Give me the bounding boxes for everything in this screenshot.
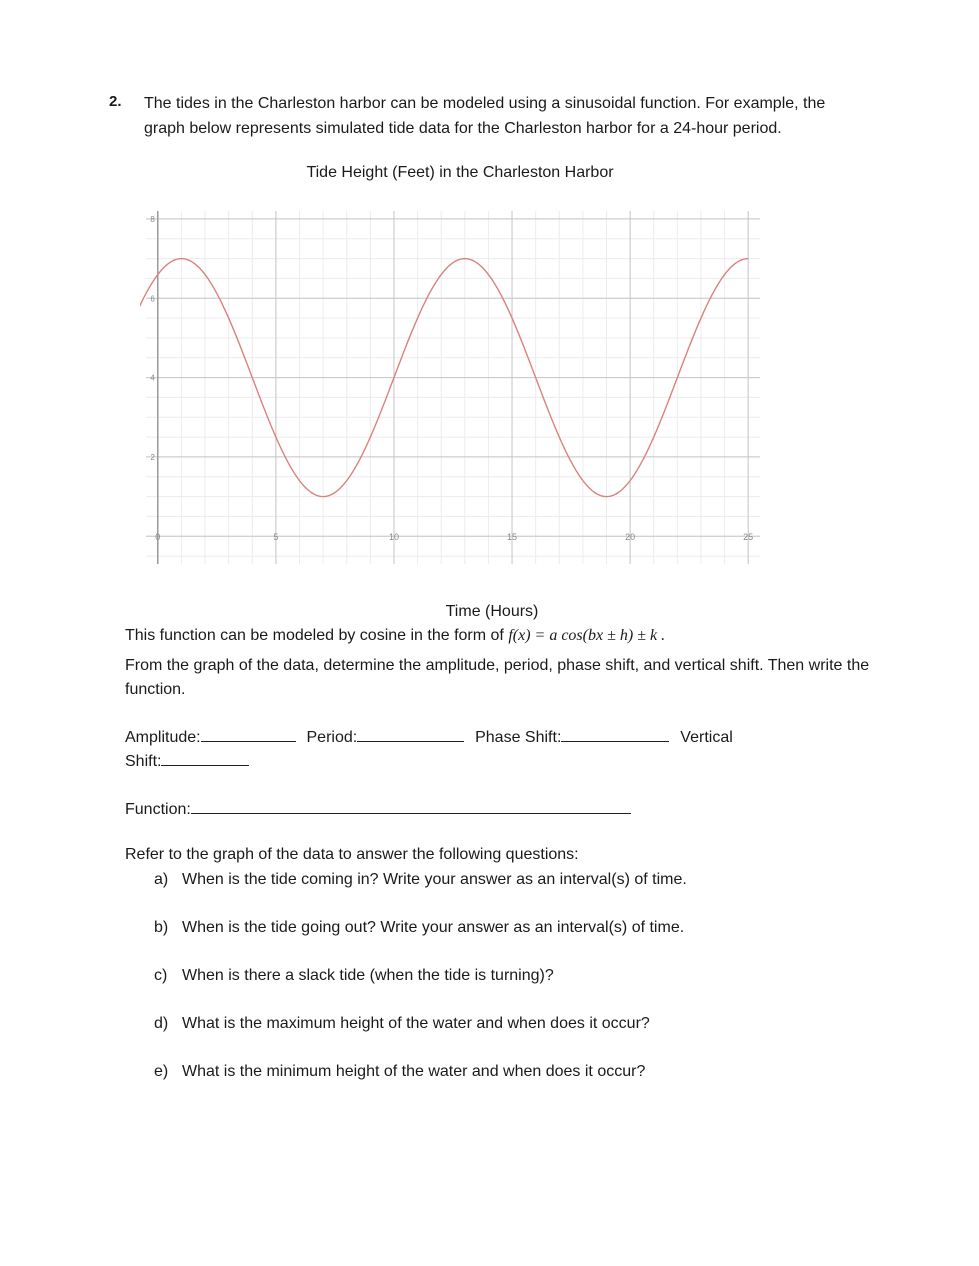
question-d-text: What is the maximum height of the water and when does it occur? bbox=[182, 1015, 650, 1032]
question-c bbox=[154, 967, 554, 985]
x-axis-label: Time (Hours) bbox=[445, 603, 539, 620]
model-sentence bbox=[125, 627, 665, 645]
y-tick-label: 8 bbox=[150, 214, 155, 224]
question-b-text: When is the tide going out? Write your answer as an interval(s) of time. bbox=[182, 919, 685, 936]
question-d bbox=[154, 1015, 650, 1033]
question-a-text: When is the tide coming in? Write your answer as an interval(s) of time. bbox=[182, 871, 687, 888]
y-tick-label: 2 bbox=[150, 452, 155, 462]
function-field bbox=[125, 798, 631, 819]
y-tick-label: 4 bbox=[150, 373, 155, 383]
amplitude-label: Amplitude: bbox=[125, 729, 201, 746]
x-tick-label: 0 bbox=[155, 532, 161, 543]
vertical-label: Vertical bbox=[680, 729, 733, 746]
question-c-label: c) bbox=[154, 967, 168, 984]
answer-fields bbox=[125, 726, 765, 774]
function-label: Function: bbox=[125, 801, 191, 818]
chart-title: Tide Height (Feet) in the Charleston Harbor bbox=[306, 164, 614, 181]
question-intro: The tides in the Charleston harbor can be modeled using a sinusoidal function. For example, the graph below represents simulated tide data for the Charleston harbor for a 24-hour period. bbox=[144, 95, 826, 137]
question-b bbox=[154, 919, 684, 937]
question-number: 2. bbox=[109, 93, 122, 110]
question-e-label: e) bbox=[154, 1063, 169, 1080]
followup-intro: Refer to the graph of the data to answer the following questions: bbox=[125, 846, 579, 863]
question-a bbox=[154, 871, 687, 889]
question-a-label: a) bbox=[154, 871, 169, 888]
period-blank[interactable] bbox=[357, 726, 464, 742]
x-tick-label: 10 bbox=[388, 532, 399, 543]
model-instructions: From the graph of the data, determine the amplitude, period, phase shift, and vertical shift. Then write the function. bbox=[125, 657, 870, 698]
model-formula: f(x) = a cos(bx ± h) ± k . bbox=[508, 627, 666, 644]
tide-chart bbox=[140, 205, 770, 570]
question-e bbox=[154, 1063, 645, 1081]
shift-label: Shift: bbox=[125, 753, 162, 770]
vertical-shift-blank[interactable] bbox=[161, 750, 249, 766]
amplitude-blank[interactable] bbox=[201, 726, 296, 742]
question-c-text: When is there a slack tide (when the tide is turning)? bbox=[182, 967, 554, 984]
model-text: This function can be modeled by cosine in the form of bbox=[125, 627, 504, 644]
question-b-label: b) bbox=[154, 919, 169, 936]
x-tick-label: 20 bbox=[625, 532, 636, 543]
phase-shift-label: Phase Shift: bbox=[475, 729, 562, 746]
x-tick-label: 5 bbox=[273, 532, 279, 543]
question-d-label: d) bbox=[154, 1015, 169, 1032]
function-blank[interactable] bbox=[191, 798, 631, 814]
x-tick-label: 25 bbox=[743, 532, 754, 543]
period-label: Period: bbox=[306, 729, 358, 746]
x-tick-label: 15 bbox=[507, 532, 518, 543]
question-e-text: What is the minimum height of the water and when does it occur? bbox=[182, 1063, 646, 1080]
phase-shift-blank[interactable] bbox=[561, 726, 669, 742]
y-tick-label: 6 bbox=[150, 294, 155, 304]
